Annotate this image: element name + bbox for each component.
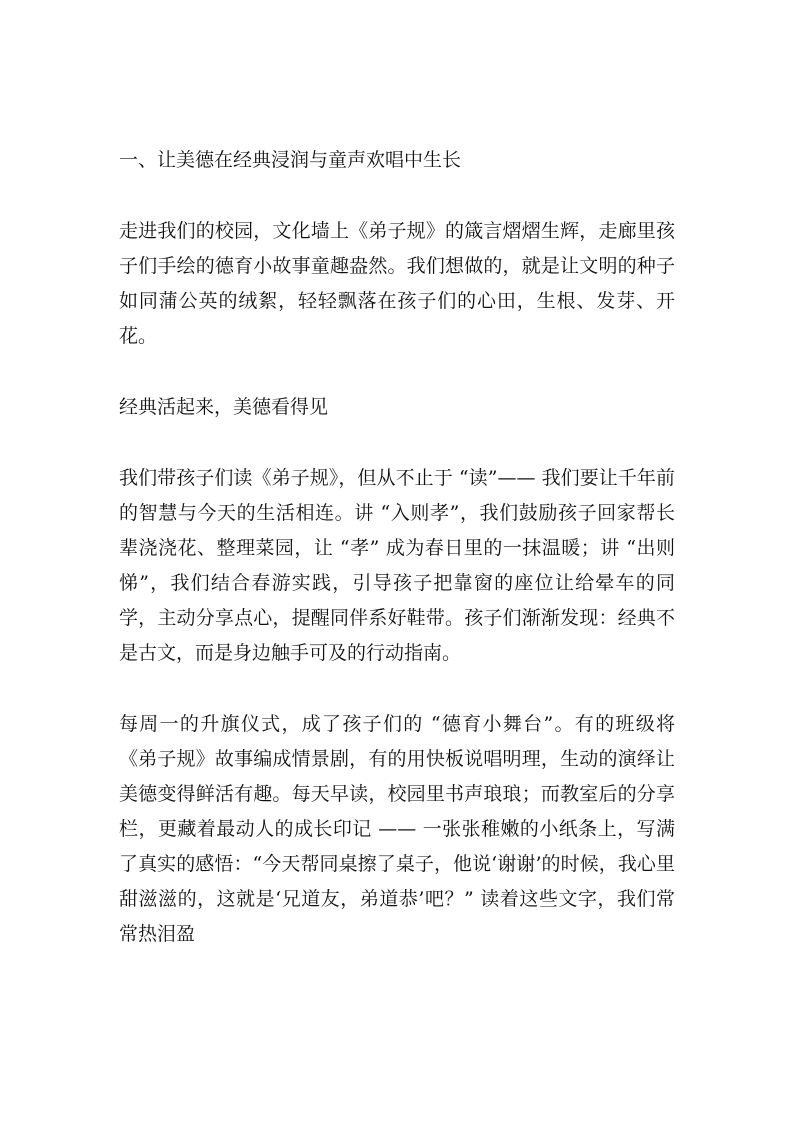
subheading: 经典活起来，美德看得见 [119,396,329,418]
paragraph-classics: 我们带孩子们读《弟子规》，但从不止于 “读”—— 我们要让千年前的智慧与今天的生活相连。讲 “入则孝”，我们鼓励孩子回家帮长辈浇浇花、整理菜园，让 “孝” 成为春日里的一抹温暖；讲 “出则悌”，我们结合春游实践，引导孩子把靠窗的座位让给晕车的同学，主动分享点心，提醒同伴系好鞋带。孩子们渐渐发现：经典不是古文，而是身边触手可及的行动指南。 [119,467,675,664]
paragraph-intro: 走进我们的校园，文化墙上《弟子规》的箴言熠熠生辉，走廊里孩子们手绘的德育小故事童趣盎然。我们想做的，就是让文明的种子如同蒲公英的绒絮，轻轻飘落在孩子们的心田，生根、发芽、开花。 [119,220,675,347]
document-body [119,143,675,952]
paragraph-flag-ceremony: 每周一的升旗仪式，成了孩子们的 “德育小舞台”。有的班级将《弟子规》故事编成情景剧，有的用快板说唱明理，生动的演绎让美德变得鲜活有趣。每天早读，校园里书声琅琅；而教室后的分享栏，更藏着最动人的成长印记 —— 一张张稚嫩的小纸条上，写满了真实的感悟：“今天帮同桌擦了桌子，他说‘谢谢’的时候，我心里甜滋滋的，这就是‘兄道友，弟道恭’吧？” 读着这些文字，我们常常热泪盈 [119,713,675,945]
section-heading: 一、让美德在经典浸润与童声欢唱中生长 [119,149,462,171]
